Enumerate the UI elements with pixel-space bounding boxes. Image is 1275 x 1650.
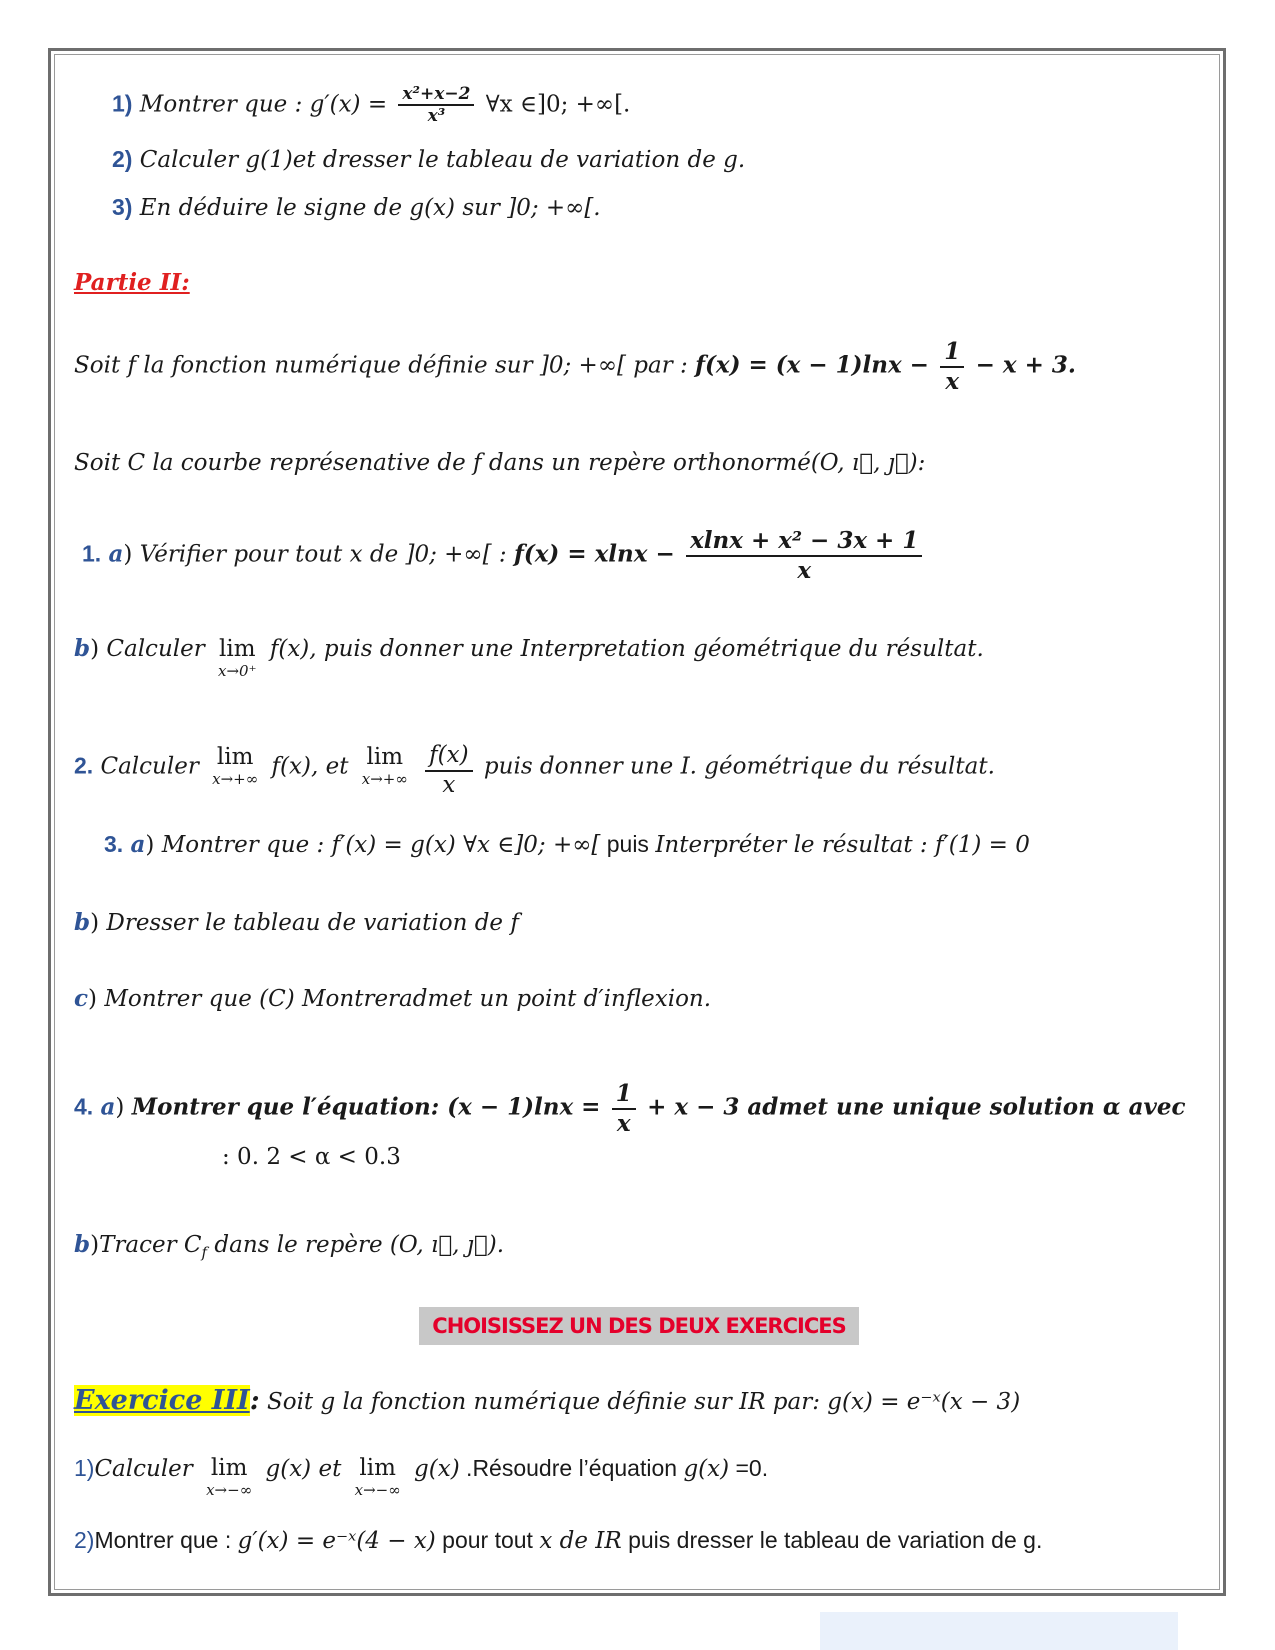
question-3b: b) Dresser le tableau de variation de f	[74, 909, 519, 936]
limit: lim x→−∞	[206, 1455, 253, 1499]
question-4a-condition: : 0. 2 < α < 0.3	[222, 1144, 401, 1170]
limit: lim x→+∞	[212, 744, 259, 788]
limit: lim x→−∞	[354, 1455, 401, 1499]
item-2: 2) Calculer g(1)et dresser le tableau de variation de g.	[112, 146, 746, 173]
question-3c: c) Montrer que (C) Montreradmet un point d′inflexion.	[74, 985, 712, 1012]
question-1a: 1. a) Vérifier pour tout x de ]0; +∞[ : f(x) = xlnx − $\frac{\text{xlnx + x² − 3x + 1}}{x}$	[82, 527, 926, 584]
question-4a: 4. a) Montrer que l′équation: (x − 1)lnx = $\frac{1}{x}$ + x − 3 admet une unique solution α avec	[74, 1080, 1186, 1137]
fraction: $\frac{1}{x}$	[940, 338, 964, 395]
question-1b: b) Calculer lim x→0⁺ f(x), puis donner une Interpretation géométrique du résultat.	[74, 635, 984, 680]
exercice-iii-title: Exercice III	[74, 1385, 250, 1416]
question-4b: b)Tracer $C_f$ dans le repère (O, ı⃗, ȷ⃗).	[74, 1231, 505, 1262]
exercice-iii-q2: 2)Montrer que : g′(x) = e⁻ˣ(4 − x) pour tout x de IR puis dresser le tableau de variation de g.	[74, 1527, 1043, 1554]
exercice-iii-intro: Exercice III: Soit g la fonction numérique définie sur IR par: g(x) = e⁻ˣ(x − 3)	[74, 1385, 1021, 1416]
exercice-iii-q1: 1)Calculer lim x→−∞ g(x) et lim x→−∞ g(x) .Résoudre l’équation g(x) =0.	[74, 1455, 769, 1499]
fraction: $\frac{\text{x²+x−2}}{\text{x³}}$	[398, 84, 474, 127]
fraction: $\frac{1}{x}$	[612, 1080, 636, 1137]
limit: lim x→+∞	[361, 744, 408, 788]
soit-c-line: Soit C la courbe représenative de f dans un repère orthonormé(O, ı⃗, ȷ⃗):	[74, 450, 926, 476]
footer-shade	[820, 1612, 1178, 1650]
page-border-inner	[54, 54, 1220, 1590]
limit: lim x→0⁺	[218, 636, 257, 680]
partie-ii-heading: Partie II:	[74, 269, 190, 296]
fraction: $\frac{\text{xlnx + x² − 3x + 1}}{x}$	[686, 527, 922, 584]
item-1: 1) Montrer que : g′(x) = $\frac{\text{x²+x−2}}{\text{x³}}$ ∀x ∈]0; +∞[.	[112, 84, 631, 127]
soit-f-line: Soit f la fonction numérique définie sur ]0; +∞[ par : f(x) = (x − 1)lnx − $\frac{1}{x}$ − x + 3.	[74, 338, 1076, 395]
question-2: 2. Calculer lim x→+∞ f(x), et lim x→+∞ $\frac{f(x)}{x}$ puis donner une I. géométrique du résultat.	[74, 742, 995, 798]
choice-banner: CHOISISSEZ UN DES DEUX EXERCICES	[419, 1307, 859, 1345]
fraction: $\frac{f(x)}{x}$	[425, 742, 472, 799]
question-3a: 3. a) Montrer que : f′(x) = g(x) ∀x ∈]0; +∞[ puis Interpréter le résultat : f′(1) = 0	[104, 831, 1030, 858]
item-3: 3) En déduire le signe de g(x) sur ]0; +∞[.	[112, 194, 601, 221]
